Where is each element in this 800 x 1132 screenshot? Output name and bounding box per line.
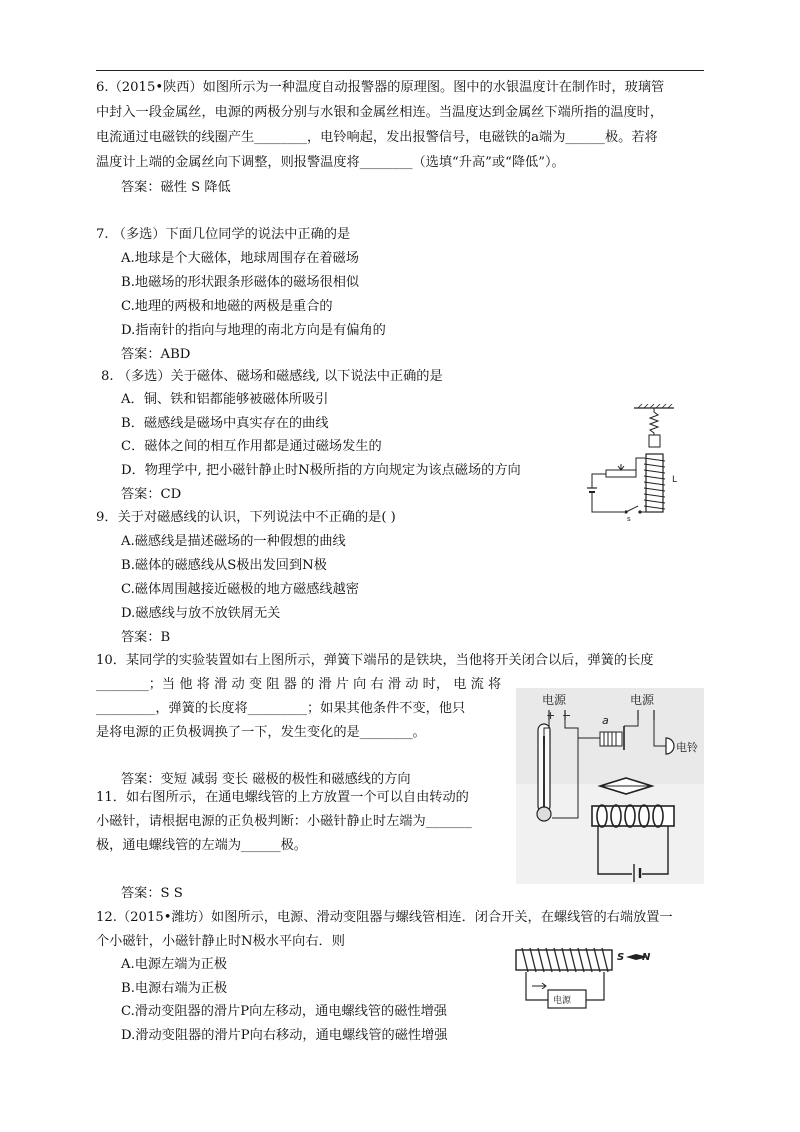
source-box-label: 电源: [553, 996, 572, 1006]
q9-option-d: D.磁感线与放不放铁屑无关: [121, 606, 281, 621]
needle-n-label: N: [642, 952, 651, 963]
q12-option-a: A.电源左端为正极: [121, 957, 228, 972]
fig-right-source-label: 电源: [630, 693, 655, 707]
q10-answer: 答案：变短 减弱 变长 磁极的极性和磁感线的方向: [121, 772, 411, 787]
solenoid-source-figure: [512, 940, 672, 1020]
q8-stem: 8. （多选）关于磁体、磁场和磁感线, 以下说法中正确的是: [101, 369, 443, 384]
q12-option-c: C.滑动变阻器的滑片P向左移动，通电螺线管的磁性增强: [121, 1004, 447, 1019]
q7-option-a: A.地球是个大磁体，地球周围存在着磁场: [121, 251, 359, 266]
q6-line-1: 6.（2015•陕西）如图所示为一种温度自动报警器的原理图。图中的水银温度计在制作时，玻璃管: [96, 80, 665, 95]
header-rule: [96, 70, 704, 71]
fig-minus-sign: −: [562, 709, 572, 722]
q6-answer: 答案：磁性 S 降低: [121, 180, 231, 195]
q10-line-1: 10．某同学的实验装置如右上图所示，弹簧下端吊的是铁块，当他将开关闭合以后，弹簧的长度: [96, 653, 654, 668]
q7-option-b: B.地磁场的形状跟条形磁体的磁场很相似: [121, 275, 360, 290]
q7-stem: 7. （多选）下面几位同学的说法中正确的是: [96, 227, 351, 242]
q9-option-a: A.磁感线是描述磁场的一种假想的曲线: [121, 534, 346, 549]
needle-s-label: S: [617, 952, 625, 963]
q6-line-4: 温度计上端的金属丝向下调整，则报警温度将________（选填“升高”或“降低”）。: [96, 155, 565, 170]
spring-electromagnet-figure: [586, 404, 702, 522]
q8-option-a: A．铜、铁和铝都能够被磁体所吸引: [121, 392, 329, 407]
q11-line-2: 小磁针，请根据电源的正负极判断：小磁针静止时左端为_______: [96, 814, 472, 829]
q11-line-1: 11．如右图所示，在通电螺线管的上方放置一个可以自由转动的: [96, 790, 469, 805]
q8-option-c: C．磁体之间的相互作用都是通过磁场发生的: [121, 439, 382, 454]
q8-answer: 答案：CD: [121, 487, 182, 502]
q11-line-3: 极，通电螺线管的左端为______极。: [96, 838, 307, 853]
q7-option-c: C.地理的两极和地磁的两极是重合的: [121, 299, 333, 314]
svg-text:s: s: [627, 515, 631, 522]
q7-answer: 答案：ABD: [121, 347, 191, 362]
q10-line-4: 是将电源的正负极调换了一下，发生变化的是________。: [96, 725, 426, 740]
q12-line-1: 12.（2015•潍坊）如图所示，电源、滑动变阻器与螺线管相连．闭合开关，在螺线管的右端放置一: [96, 910, 673, 925]
q11-answer: 答案：S S: [121, 886, 183, 901]
fig-left-source-label: 电源: [542, 693, 567, 707]
q6-line-3: 电流通过电磁铁的线圈产生________，电铃响起，发出报警信号，电磁铁的a端为______极。若将: [96, 130, 658, 145]
alarm-and-solenoid-figure: [516, 688, 704, 884]
q9-answer: 答案：B: [121, 630, 171, 645]
q6-line-2: 中封入一段金属丝，电源的两极分别与水银和金属丝相连。当温度达到金属丝下端所指的温度时，: [96, 105, 664, 120]
q12-option-b: B.电源右端为正极: [121, 981, 228, 996]
q8-option-d: D．物理学中, 把小磁针静止时N极所指的方向规定为该点磁场的方向: [121, 463, 521, 478]
q7-option-d: D.指南针的指向与地理的南北方向是有偏角的: [121, 323, 386, 338]
q9-option-c: C.磁体周围越接近磁极的地方磁感线越密: [121, 582, 359, 597]
q10-line-2: ________；当 他 将 滑 动 变 阻 器 的 滑 片 向 右 滑 动 时， 电 流 将: [96, 677, 502, 692]
q8-option-b: B．磁感线是磁场中真实存在的曲线: [121, 416, 329, 431]
q12-line-2: 个小磁针，小磁针静止时N极水平向右．则: [96, 934, 345, 949]
q12-option-d: D.滑动变阻器的滑片P向右移动，通电螺线管的磁性增强: [121, 1028, 448, 1043]
q9-stem: 9．关于对磁感线的认识，下列说法中不正确的是( ): [96, 510, 396, 525]
fig-a-label: a: [602, 714, 609, 727]
q10-line-3: _________，弹簧的长度将_________；如果其他条件不变，他只: [96, 701, 466, 716]
fig-plus-sign: +: [546, 709, 556, 722]
fig-bell-label: 电铃: [676, 741, 698, 754]
coil-label: L: [672, 475, 678, 485]
q9-option-b: B.磁体的磁感线从S极出发回到N极: [121, 558, 327, 573]
